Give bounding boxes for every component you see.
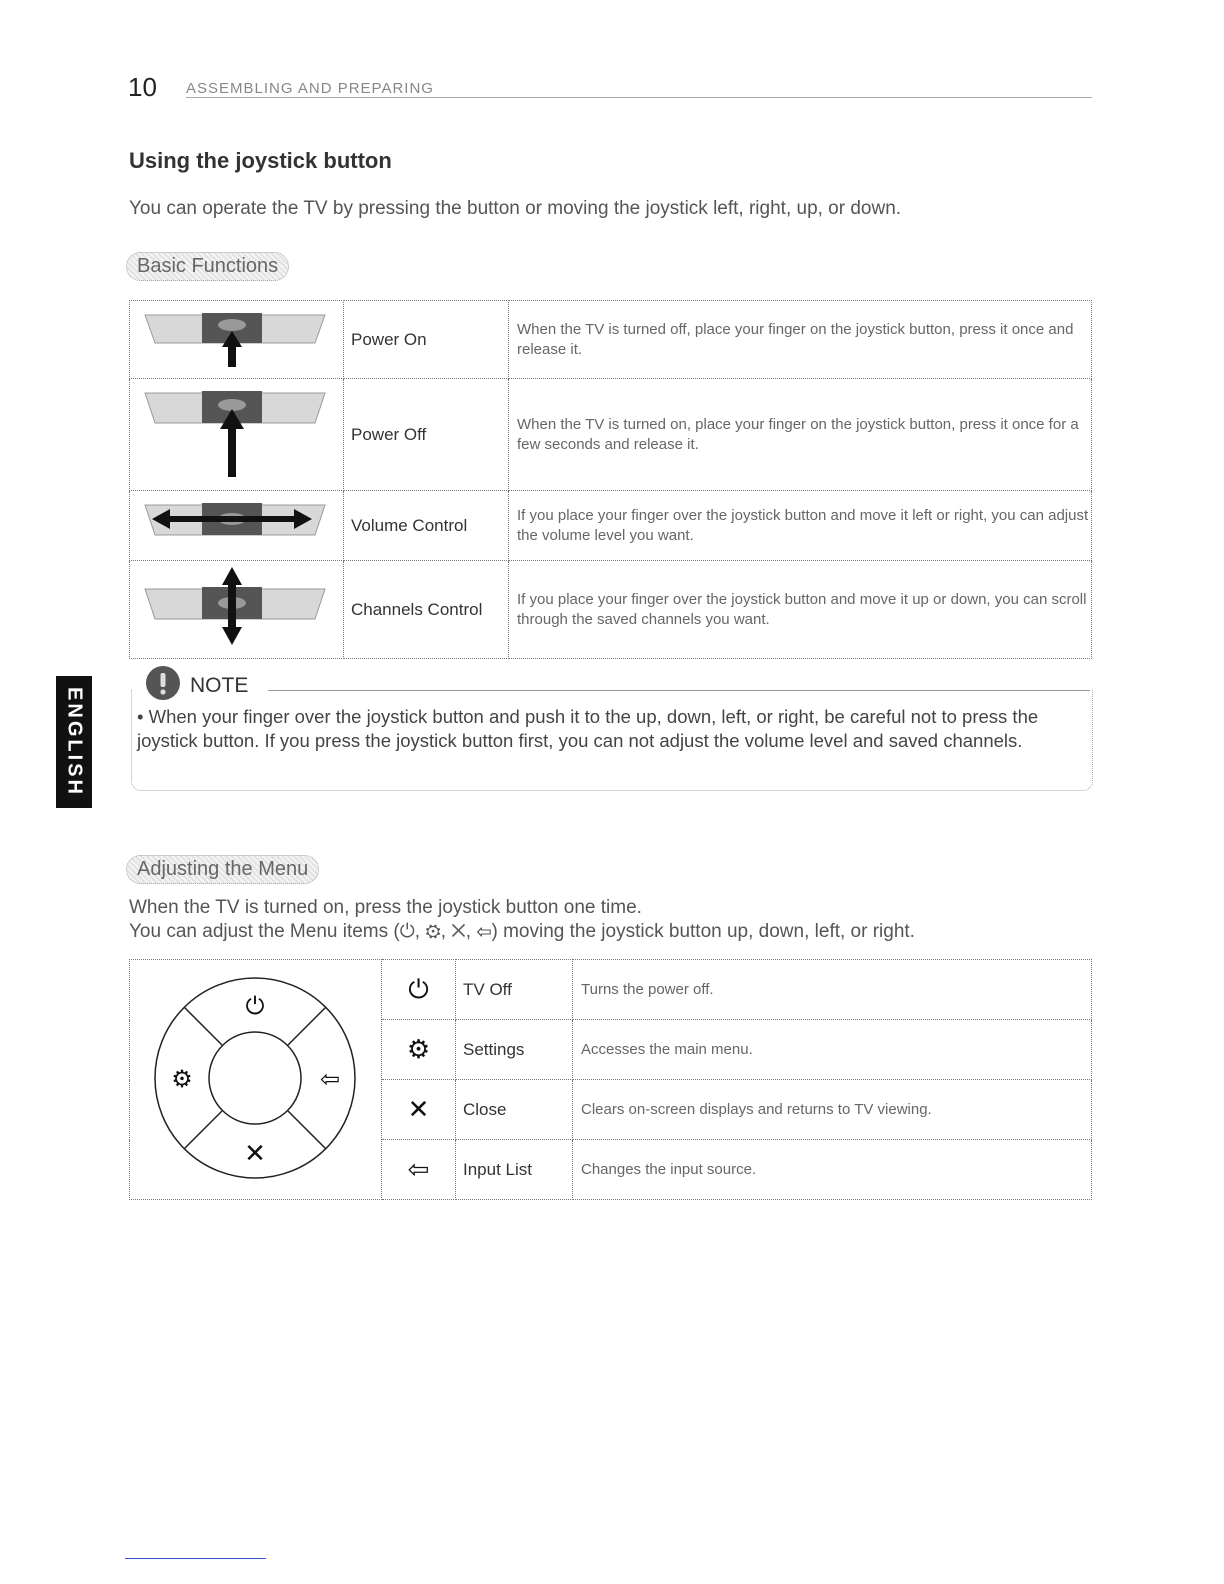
joystick-left-right-icon [130,491,344,561]
note-label: NOTE [190,674,249,697]
table-row [130,960,1092,1020]
section-title: Using the joystick button [129,148,392,173]
settings-icon: ⚙ [382,1020,456,1080]
function-desc: If you place your finger over the joystick button and move it left or right, you can adjust the volume level you want. [509,491,1092,561]
joystick-hold-icon [130,379,344,491]
table-row [130,491,1092,561]
function-name: Power Off [344,379,509,491]
dial-input-list-icon: ⇦ [319,1065,341,1093]
menu-item-desc: Changes the input source. [573,1140,1092,1200]
table-row [130,379,1092,491]
language-tab-label: ENGLISH [63,687,86,797]
basic-functions-table [129,300,1092,659]
menu-item-name: Close [456,1080,573,1140]
function-name: Power On [344,301,509,379]
function-desc: When the TV is turned off, place your finger on the joystick button, press it once and release it. [509,301,1092,379]
footer-rule [125,1558,266,1559]
power-icon: ⏻ [382,960,456,1020]
input-list-icon: ⇦ [382,1140,456,1200]
table-row [130,561,1092,659]
menu-item-desc: Turns the power off. [573,960,1092,1020]
joystick-up-down-icon [130,561,344,659]
menu-item-desc: Clears on-screen displays and returns to TV viewing. [573,1080,1092,1140]
intro-text: You can operate the TV by pressing the button or moving the joystick left, right, up, or down. [129,198,902,219]
table-row [130,301,1092,379]
dial-settings-icon: ⚙ [171,1065,193,1093]
header-rule [186,97,1092,98]
menu-item-name: Input List [456,1140,573,1200]
note-icon [146,666,180,700]
function-name: Channels Control [344,561,509,659]
menu-items-table [129,959,1092,1200]
basic-functions-heading: Basic Functions [126,252,289,281]
close-icon: ✕ [382,1080,456,1140]
menu-item-name: Settings [456,1020,573,1080]
adjusting-menu-heading: Adjusting the Menu [126,855,319,884]
menu-instruction-1: When the TV is turned on, press the joystick button one time. [129,897,642,918]
joystick-press-icon [130,301,344,379]
dial-close-icon: ✕ [244,1139,266,1169]
language-tab [56,676,92,808]
note-rule [268,690,1090,691]
menu-item-desc: Accesses the main menu. [573,1020,1092,1080]
section-name: ASSEMBLING AND PREPARING [186,80,434,97]
page-number: 10 [128,72,157,102]
dial-power-icon: ⏻ [245,992,265,1020]
function-desc: When the TV is turned on, place your finger on the joystick button, press it once for a few seconds and release it. [509,379,1092,491]
menu-item-name: TV Off [456,960,573,1020]
function-name: Volume Control [344,491,509,561]
menu-instruction-2: You can adjust the Menu items (⏻, ⚙, ✕, ⇦) moving the joystick button up, down, left, or right. [129,921,915,942]
note-text: • When your finger over the joystick button and push it to the up, down, left, or right, be careful not to press the joystick button. If you press the joystick button first, you can not adjust the volume level and saved channels. [137,706,1039,751]
function-desc: If you place your finger over the joystick button and move it up or down, you can scroll through the saved channels you want. [509,561,1092,659]
menu-dial-diagram [130,960,382,1200]
